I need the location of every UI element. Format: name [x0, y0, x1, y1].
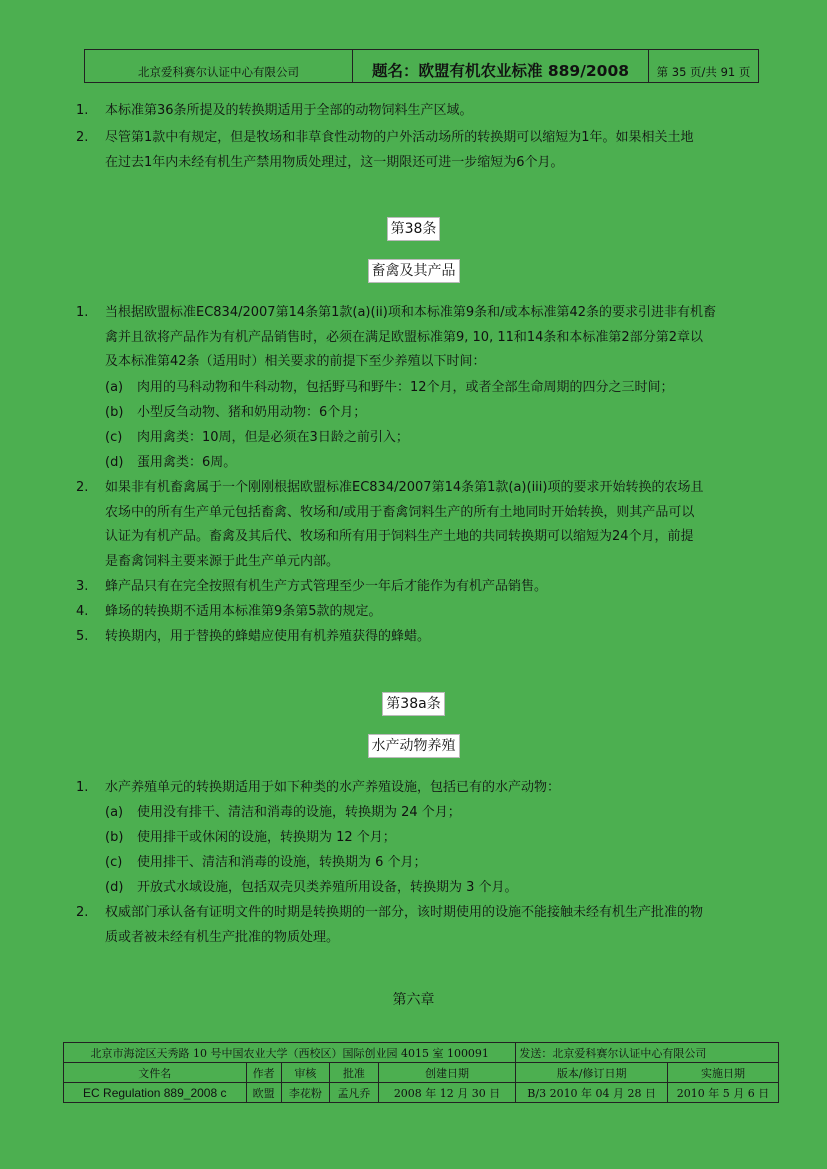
item-number: 4.	[76, 604, 89, 619]
item-text-line: 质或者被未经有机生产批准的物质处理。	[105, 929, 340, 945]
sub-item-label: (d)	[105, 455, 124, 470]
header-company: 北京爱科赛尔认证中心有限公司	[85, 50, 353, 83]
sub-item-text: 肉用禽类：10周，但是必须在3日龄之前引入；	[137, 430, 409, 445]
item-text: 水产养殖单元的转换期适用于如下种类的水产养殖设施，包括已有的水产动物：	[105, 780, 561, 795]
sub-item-label: (a)	[105, 380, 124, 395]
item-text: 本标准第36条所提及的转换期适用于全部的动物饲料生产区域。	[105, 103, 473, 118]
article-number: 第38条	[0, 217, 827, 241]
item-text: 蜂产品只有在完全按照有机生产方式管理至少一年后才能作为有机产品销售。	[105, 579, 548, 594]
sub-item-label: (a)	[105, 805, 124, 820]
sub-item-label: (c)	[105, 430, 123, 445]
sub-item-text: 开放式水域设施，包括双壳贝类养殖所用设备，转换期为 3 个月。	[137, 880, 518, 895]
sub-item-text: 肉用的马科动物和牛科动物，包括野马和野牛：12个月，或者全部生命周期的四分之三时间；	[137, 380, 674, 395]
footer-header-author: 作者	[246, 1063, 281, 1083]
item-text: 转换期内，用于替换的蜂蜡应使用有机养殖获得的蜂蜡。	[105, 629, 431, 644]
item-number: 3.	[76, 579, 89, 594]
footer-header-reviewer: 审核	[281, 1063, 330, 1083]
item-number: 1.	[76, 305, 89, 320]
footer-header-revision: 版本/修订日期	[516, 1063, 668, 1083]
item-text-line: 农场中的所有生产单元包括畜禽、牧场和/或用于畜禽饲料生产的所有土地同时开始转换，则其产品可以	[105, 504, 695, 520]
item-number: 2.	[76, 480, 89, 495]
item-number: 5.	[76, 629, 89, 644]
footer-send-to: 发送：北京爱科赛尔认证中心有限公司	[516, 1043, 779, 1063]
item-text-line: 如果非有机畜禽属于一个刚刚根据欧盟标准EC834/2007第14条第1款(a)(iii)项的要求开始转换的农场且	[105, 480, 704, 495]
item-text-line: 尽管第1款中有规定，但是牧场和非草食性动物的户外活动场所的转换期可以缩短为1年。如果相关土地	[105, 130, 694, 145]
sub-item-label: (c)	[105, 855, 123, 870]
item-text-line: 当根据欧盟标准EC834/2007第14条第1款(a)(ii)项和本标准第9条和/或本标准第42条的要求引进非有机畜	[105, 305, 717, 320]
footer-header-approver: 批准	[330, 1063, 379, 1083]
item-text-line: 权威部门承认备有证明文件的时期是转换期的一部分，该时期使用的设施不能接触未经有机生产批准的物	[105, 905, 704, 920]
footer-effective-date: 2010 年 5 月 6 日	[667, 1083, 778, 1103]
header-page-number: 第 35 页/共 91 页	[649, 50, 759, 83]
item-number: 1.	[76, 103, 89, 118]
item-text: 蜂场的转换期不适用本标准第9条第5款的规定。	[105, 604, 382, 619]
article-title: 畜禽及其产品	[0, 259, 827, 283]
document-footer	[63, 1042, 779, 1103]
sub-item-label: (b)	[105, 830, 124, 845]
sub-item-label: (b)	[105, 405, 124, 420]
footer-filename: EC Regulation 889_2008 c	[64, 1083, 247, 1103]
footer-header-effective: 实施日期	[667, 1063, 778, 1083]
footer-reviewer: 李花粉	[281, 1083, 330, 1103]
item-text-line: 认证为有机产品。畜禽及其后代、牧场和所有用于饲料生产土地的共同转换期可以缩短为24个月，前提	[105, 529, 694, 544]
article-number: 第38a条	[0, 692, 827, 716]
sub-item-text: 使用排干、清洁和消毒的设施，转换期为 6 个月；	[137, 855, 427, 870]
article-title: 水产动物养殖	[0, 734, 827, 758]
item-number: 2.	[76, 130, 89, 145]
sub-item-text: 使用排干或休闲的设施，转换期为 12 个月；	[137, 830, 396, 845]
sub-item-text: 使用没有排干、清洁和消毒的设施，转换期为 24 个月；	[137, 805, 461, 820]
document-header	[84, 49, 759, 83]
footer-address: 北京市海淀区天秀路 10 号中国农业大学（西校区）国际创业园 4015 室 100091	[64, 1043, 516, 1063]
item-text-line: 是畜禽饲料主要来源于此生产单元内部。	[105, 553, 340, 569]
item-text-line: 禽并且欲将产品作为有机产品销售时，必须在满足欧盟标准第9, 10, 11和14条和本标准第2部分第2章以	[105, 329, 703, 345]
footer-header-filename: 文件名	[64, 1063, 247, 1083]
sub-item-label: (d)	[105, 880, 124, 895]
item-text-line: 及本标准第42条（适用时）相关要求的前提下至少养殖以下时间：	[105, 354, 486, 369]
item-number: 1.	[76, 780, 89, 795]
header-title: 题名：欧盟有机农业标准 889/2008	[353, 50, 649, 83]
footer-author: 欧盟	[246, 1083, 281, 1103]
item-number: 2.	[76, 905, 89, 920]
item-text-line: 在过去1年内未经有机生产禁用物质处理过，这一期限还可进一步缩短为6个月。	[105, 154, 564, 170]
footer-header-created: 创建日期	[378, 1063, 516, 1083]
footer-revision-date: B/3 2010 年 04 月 28 日	[516, 1083, 668, 1103]
chapter-heading: 第六章	[392, 992, 435, 1008]
footer-created-date: 2008 年 12 月 30 日	[378, 1083, 516, 1103]
footer-approver: 孟凡乔	[330, 1083, 379, 1103]
sub-item-text: 蛋用禽类：6周。	[137, 455, 237, 470]
sub-item-text: 小型反刍动物、猪和奶用动物：6个月；	[137, 405, 367, 420]
